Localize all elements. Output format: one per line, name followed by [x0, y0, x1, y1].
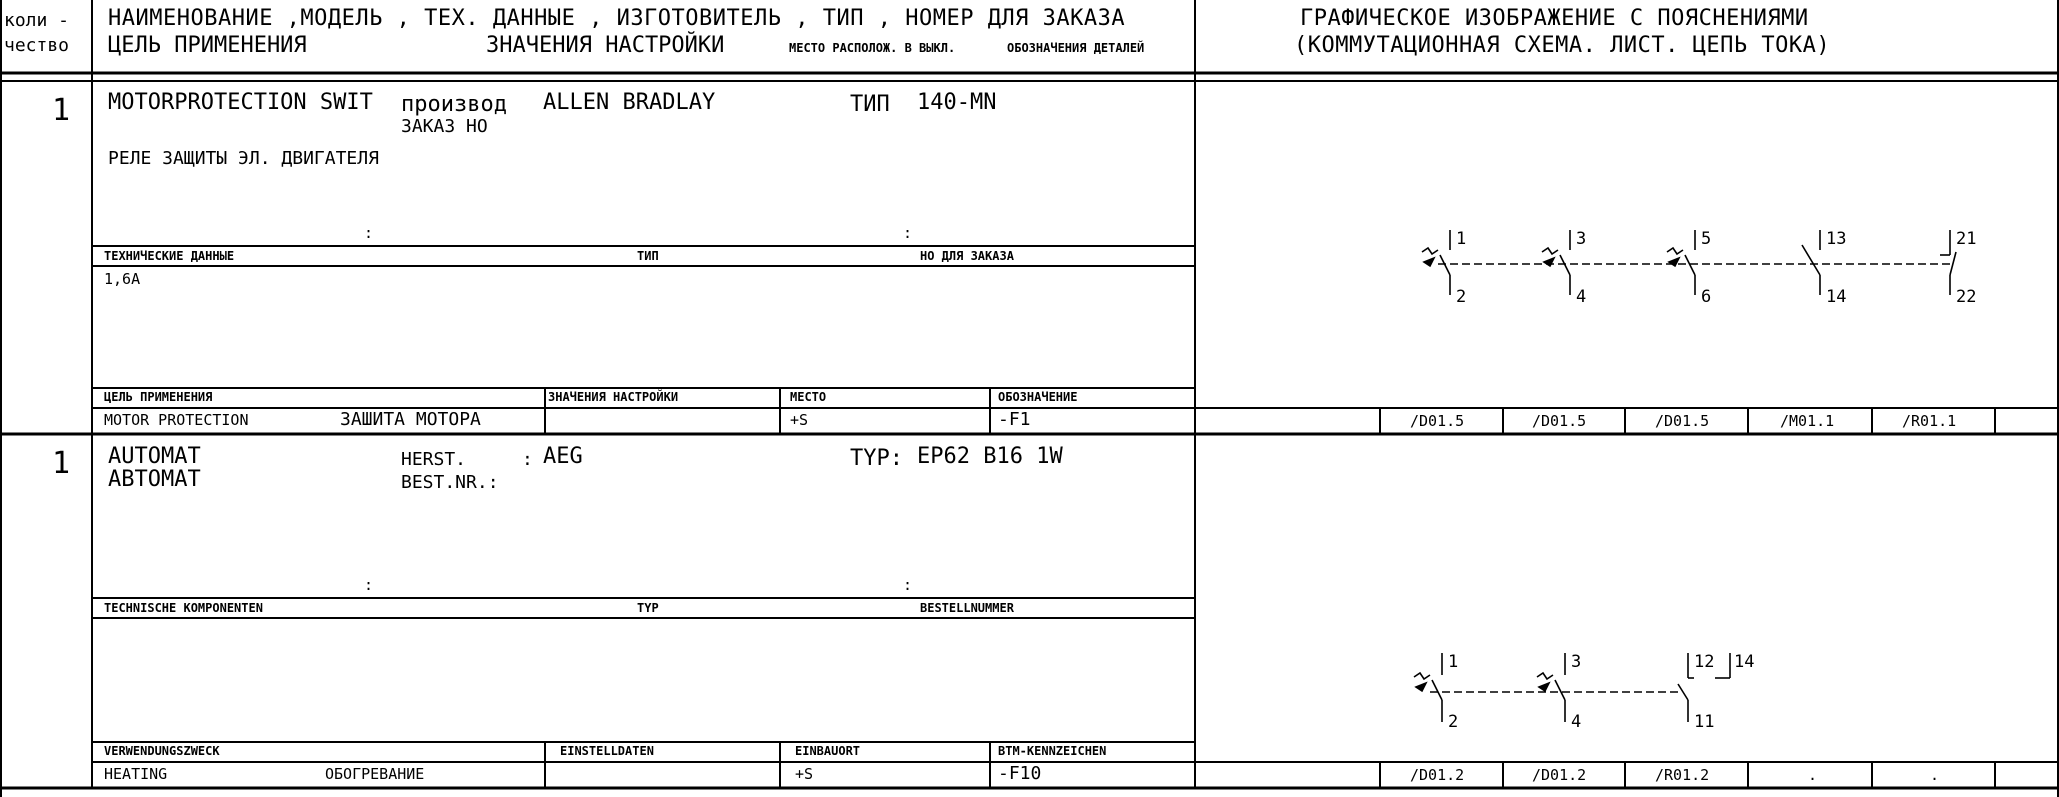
- item1-use-value: MOTOR PROTECTION: [104, 411, 249, 429]
- item1-contact-1-top: 1: [1456, 229, 1467, 249]
- item2-maker-colon: :: [522, 449, 533, 470]
- item1-tech-order-label: НО ДЛЯ ЗАКАЗА: [920, 249, 1014, 263]
- header-settings-label: ЗНАЧЕНИЯ НАСТРОЙКИ: [486, 33, 725, 58]
- item2-use-value-ru: ОБОГРЕВАНИЕ: [325, 765, 425, 783]
- item2-contact-1-top: 1: [1448, 652, 1459, 672]
- item1-use-label: ЦЕЛЬ ПРИМЕНЕНИЯ: [104, 390, 213, 404]
- item1-type-label: ТИП: [850, 92, 890, 117]
- item2-contact-11-bottom: 11: [1694, 712, 1715, 732]
- item1-designation-value: -F1: [998, 409, 1031, 430]
- item1-maker: ALLEN BRADLAY: [543, 90, 716, 115]
- item2-designation-value: -F10: [998, 763, 1042, 784]
- item2-place-label: EINBAUORT: [795, 744, 861, 758]
- item1-contact-5-top: 5: [1701, 229, 1712, 249]
- item2-colon-right: :: [903, 576, 913, 594]
- item2-place-value: +S: [795, 765, 814, 783]
- item1-colon-right: :: [903, 224, 913, 242]
- item1-place-value: +S: [790, 411, 809, 429]
- item2-maker-label: HERST.: [401, 449, 467, 470]
- item2-contact-12-top: 12: [1694, 652, 1715, 672]
- item1-contact-13-bottom: 14: [1826, 287, 1847, 307]
- header-qty-line1: коли -: [4, 10, 70, 31]
- item1-settings-label: ЗНАЧЕНИЯ НАСТРОЙКИ: [548, 390, 679, 404]
- header-graphic-line1: ГРАФИЧЕСКОЕ ИЗОБРАЖЕНИЕ С ПОЯСНЕНИЯМИ: [1300, 6, 1809, 31]
- item1-colon-left: :: [364, 224, 374, 242]
- header-designation-label: ОБОЗНАЧЕНИЯ ДЕТАЛЕЙ: [1007, 41, 1145, 55]
- item1-use-value-ru: ЗАШИТА МОТОРА: [340, 409, 481, 430]
- item1-ref-4: /M01.1: [1780, 412, 1835, 430]
- item1-contact-21-bottom: 22: [1956, 287, 1977, 307]
- item1-contact-21-top: 21: [1956, 229, 1977, 249]
- item2-contact-3: [1537, 653, 1565, 722]
- item2-type: EP62 B16 1W: [917, 444, 1063, 469]
- item1-contact-3-bottom: 4: [1576, 287, 1587, 307]
- item2-settings-label: EINSTELLDATEN: [560, 744, 654, 758]
- item2-contact-14-top: 14: [1734, 652, 1755, 672]
- item2-ref-2: /D01.2: [1532, 766, 1587, 784]
- item1-ref-5: /R01.1: [1902, 412, 1957, 430]
- item2-maker: AEG: [543, 444, 583, 469]
- item2-order-label: BEST.NR.:: [401, 472, 499, 493]
- item2-tech-order-label: BESTELLNUMMER: [920, 601, 1014, 615]
- item1-purpose: РЕЛЕ ЗАЩИТЫ ЭЛ. ДВИГАТЕЛЯ: [108, 148, 379, 169]
- item1-ref-2: /D01.5: [1532, 412, 1587, 430]
- header-location-label: МЕСТО РАСПОЛОЖ. В ВЫКЛ.: [789, 41, 956, 55]
- item2-designation-label: BTM-KENNZEICHEN: [998, 744, 1107, 758]
- item2-ref-5-mark: .: [1930, 766, 1940, 784]
- item1-tech-type-label: ТИП: [637, 249, 659, 263]
- item1-tech-value: 1,6А: [104, 270, 141, 288]
- item2-quantity: 1: [52, 446, 71, 481]
- item2-contact-3-top: 3: [1571, 652, 1582, 672]
- item1-order-label: ЗАКАЗ НО: [401, 116, 488, 137]
- item2-use-label: VERWENDUNGSZWECK: [104, 744, 220, 758]
- item2-tech-label: TECHNISCHE KOMPONENTEN: [104, 601, 263, 615]
- item2-ref-4-mark: .: [1808, 766, 1818, 784]
- item1-contact-13-top: 13: [1826, 229, 1847, 249]
- item2-contact-1-bottom: 2: [1448, 712, 1459, 732]
- item2-contact-3-bottom: 4: [1571, 712, 1582, 732]
- item1-contact-3-top: 3: [1576, 229, 1587, 249]
- header-qty-line2: чество: [4, 35, 70, 56]
- item1-contact-1-bottom: 2: [1456, 287, 1467, 307]
- header-description-line1: НАИМЕНОВАНИЕ ,МОДЕЛЬ , ТЕХ. ДАННЫЕ , ИЗГОТОВИТЕЛЬ , ТИП , НОМЕР ДЛЯ ЗАКАЗА: [108, 6, 1126, 31]
- item1-type: 140-MN: [917, 90, 997, 115]
- item2-type-label: TYP:: [850, 446, 903, 471]
- item2-use-value: HEATING: [104, 765, 168, 783]
- item2-name-ru: АВТОМАТ: [108, 467, 201, 492]
- item2-name: AUTOMAT: [108, 444, 201, 469]
- item1-tech-data-label: ТЕХНИЧЕСКИЕ ДАННЫЕ: [104, 249, 235, 263]
- header-purpose-label: ЦЕЛЬ ПРИМЕНЕНИЯ: [108, 33, 307, 58]
- item2-ref-3: /R01.2: [1655, 766, 1710, 784]
- item1-maker-label: производ: [401, 92, 507, 117]
- item1-place-label: МЕСТО: [790, 390, 827, 404]
- item1-contact-5-bottom: 6: [1701, 287, 1712, 307]
- item2-colon-left: :: [364, 576, 374, 594]
- item1-designation-label: ОБОЗНАЧЕНИЕ: [998, 390, 1078, 404]
- item1-ref-3: /D01.5: [1655, 412, 1710, 430]
- item1-ref-1: /D01.5: [1410, 412, 1465, 430]
- header-graphic-line2: (КОММУТАЦИОННАЯ СХЕМА. ЛИСТ. ЦЕПЬ ТОКА): [1294, 33, 1831, 58]
- item2-ref-1: /D01.2: [1410, 766, 1465, 784]
- item1-quantity: 1: [52, 93, 71, 128]
- item2-tech-type-label: TYP: [637, 601, 659, 615]
- item1-name: MOTORPROTECTION SWIT: [108, 90, 373, 115]
- item2-contact-1: [1414, 653, 1442, 722]
